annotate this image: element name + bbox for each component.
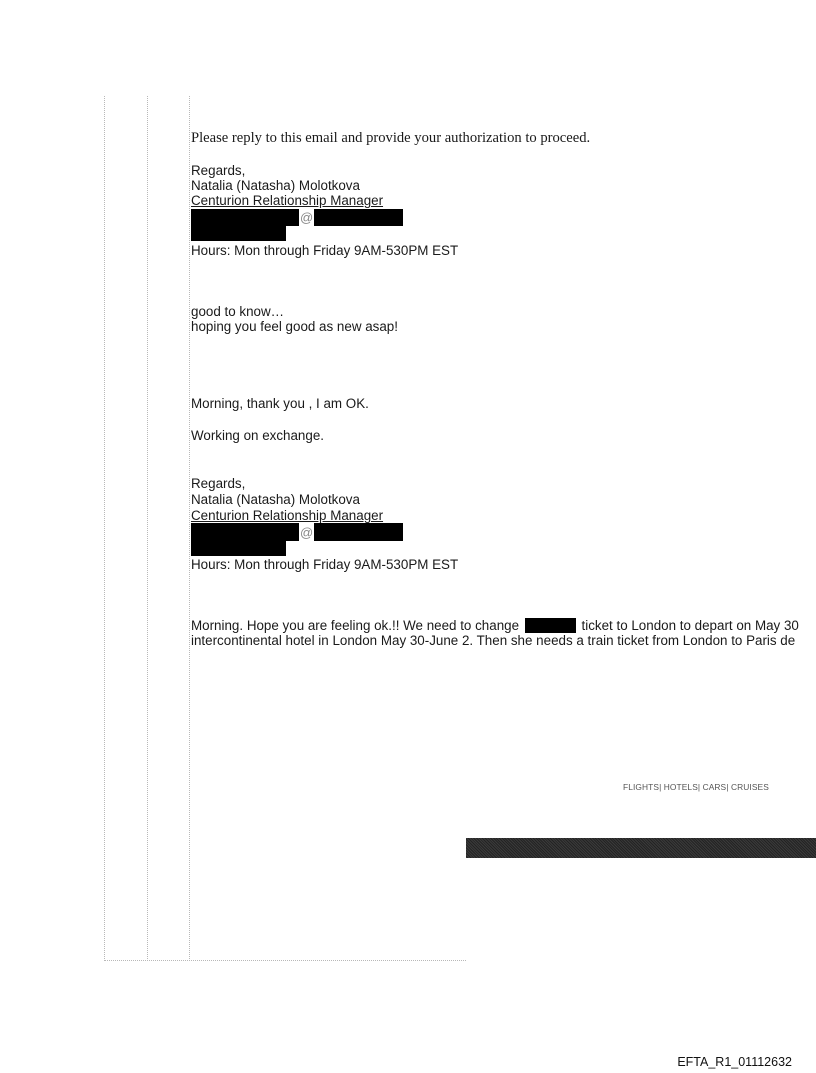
email-at-sign: @ bbox=[300, 525, 314, 540]
signature-name: Natalia (Natasha) Molotkova bbox=[191, 492, 360, 507]
redacted-email-user bbox=[191, 209, 299, 226]
reply-text-line: good to know… bbox=[191, 304, 285, 319]
request-text-line: intercontinental hotel in London May 30-June 2. Then she needs a train ticket from London to Paris de bbox=[191, 633, 796, 648]
signature-hours: Hours: Mon through Friday 9AM-530PM EST bbox=[191, 557, 459, 572]
reply-text-line: Morning, thank you , I am OK. bbox=[191, 396, 369, 411]
signature-title: Centurion Relationship Manager bbox=[191, 193, 384, 208]
redacted-email-user bbox=[191, 523, 299, 541]
signature-regards: Regards, bbox=[191, 163, 246, 178]
thread-indent-line bbox=[189, 96, 190, 961]
thread-indent-line bbox=[104, 96, 105, 961]
redacted-email-domain bbox=[314, 523, 403, 541]
signature-regards: Regards, bbox=[191, 476, 246, 491]
redacted-phone bbox=[191, 541, 286, 556]
request-text-part: ticket to London to depart on May 30 bbox=[581, 618, 799, 633]
email-at-sign: @ bbox=[300, 210, 314, 225]
signature-title: Centurion Relationship Manager bbox=[191, 508, 384, 523]
redacted-name bbox=[525, 618, 576, 633]
request-text-part: Morning. Hope you are feeling ok.!! We need to change bbox=[191, 618, 520, 633]
redacted-email-domain bbox=[314, 209, 403, 226]
reply-text-line: hoping you feel good as new asap! bbox=[191, 319, 398, 334]
authorization-request-text: Please reply to this email and provide your authorization to proceed. bbox=[191, 130, 591, 146]
travel-nav-links: FLIGHTS| HOTELS| CARS| CRUISES bbox=[623, 782, 769, 792]
reply-text-line: Working on exchange. bbox=[191, 428, 324, 443]
thread-indent-line bbox=[147, 96, 148, 961]
signature-hours: Hours: Mon through Friday 9AM-530PM EST bbox=[191, 243, 459, 258]
document-id: EFTA_R1_01112632 bbox=[677, 1055, 792, 1069]
redacted-phone bbox=[191, 226, 286, 241]
signature-name: Natalia (Natasha) Molotkova bbox=[191, 178, 360, 193]
request-text-line bbox=[191, 618, 816, 633]
thread-bottom-line bbox=[104, 960, 466, 961]
dark-banner-bar bbox=[466, 838, 816, 858]
